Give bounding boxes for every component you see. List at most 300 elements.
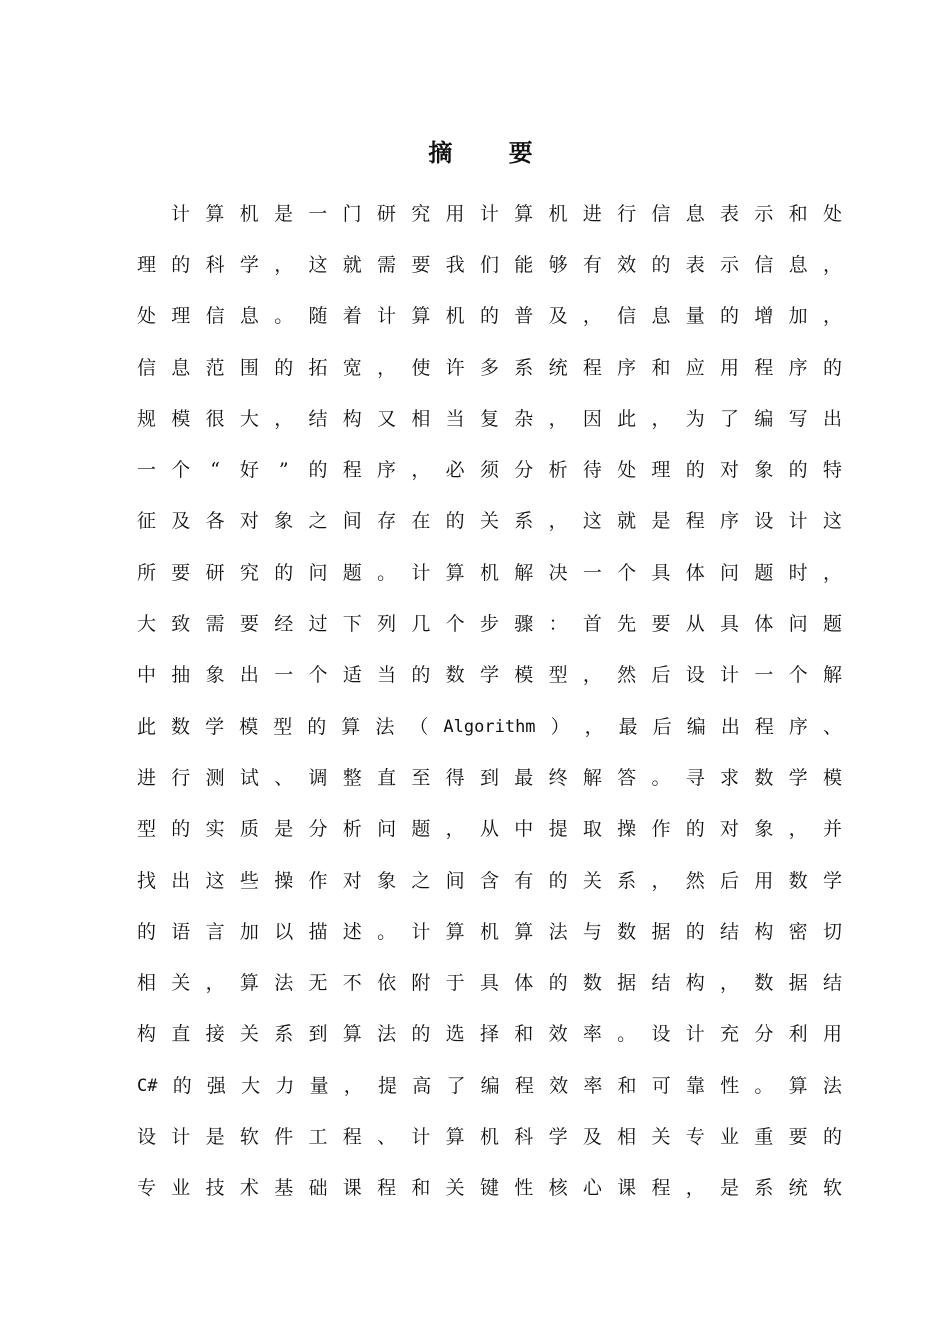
text-glyph: 增 (754, 305, 774, 328)
text-glyph: 的 (822, 356, 842, 379)
text-glyph: 设 (137, 1125, 157, 1148)
text-glyph: 编 (754, 407, 774, 430)
text-glyph: 率 (582, 1023, 602, 1046)
text-glyph: 程 (651, 1177, 671, 1200)
text-glyph: 算 (514, 920, 534, 943)
text-line (137, 701, 842, 752)
text-glyph: ， (720, 972, 740, 995)
text-glyph: 处 (822, 202, 842, 225)
text-glyph: 关 (445, 1177, 465, 1200)
text-glyph: 数 (754, 766, 774, 789)
text-glyph: 构 (685, 972, 705, 995)
text-glyph: 的 (788, 459, 808, 482)
text-glyph: 个 (788, 664, 808, 687)
text-glyph: 切 (822, 920, 842, 943)
text-glyph: 从 (685, 613, 705, 636)
text-glyph: 对 (342, 869, 362, 892)
text-glyph: 直 (171, 1023, 191, 1046)
text-glyph: ， (584, 715, 604, 738)
text-glyph: 很 (205, 407, 225, 430)
text-glyph: 密 (788, 920, 808, 943)
text-glyph: 设 (685, 664, 705, 687)
text-glyph: 和 (514, 1023, 534, 1046)
text-glyph: 键 (479, 1177, 499, 1200)
text-glyph: 学 (788, 766, 808, 789)
text-glyph: 结 (720, 920, 740, 943)
text-glyph: 拓 (308, 356, 328, 379)
text-glyph: 术 (239, 1177, 259, 1200)
text-glyph: 编 (480, 1074, 500, 1097)
text-glyph: 机 (239, 202, 259, 225)
text-glyph: 计 (171, 202, 191, 225)
text-glyph: 科 (205, 253, 225, 276)
text-glyph: 用 (445, 202, 465, 225)
text-glyph: 程 (514, 1074, 534, 1097)
text-glyph: 对 (720, 459, 740, 482)
text-glyph: “ (210, 459, 220, 482)
text-glyph: 依 (377, 972, 397, 995)
text-glyph: 计 (720, 664, 740, 687)
text-glyph: 件 (274, 1125, 294, 1148)
text-glyph: ， (788, 818, 808, 841)
text-glyph: 分 (514, 459, 534, 482)
text-glyph: 找 (137, 869, 157, 892)
text-glyph: 信 (754, 253, 774, 276)
text-glyph: 试 (239, 766, 259, 789)
text-glyph: 含 (479, 869, 499, 892)
text-glyph: 课 (617, 1177, 637, 1200)
text-glyph: 需 (205, 613, 225, 636)
text-glyph: 又 (377, 407, 397, 430)
text-glyph: 型 (137, 818, 157, 841)
text-glyph: 然 (617, 664, 637, 687)
text-glyph: 后 (720, 869, 740, 892)
text-line (137, 752, 842, 803)
text-glyph: ， (582, 305, 602, 328)
text-glyph: 的 (720, 305, 740, 328)
text-glyph: 计 (479, 202, 499, 225)
text-glyph: Algorithm (443, 716, 536, 737)
text-glyph: 法 (377, 1023, 397, 1046)
text-glyph: 业 (171, 1177, 191, 1200)
text-glyph: 出 (171, 869, 191, 892)
text-glyph: 量 (685, 305, 705, 328)
text-glyph: 效 (617, 253, 637, 276)
text-glyph: 数 (445, 664, 465, 687)
text-glyph: ） (550, 715, 570, 738)
text-glyph: 这 (582, 510, 602, 533)
text-glyph: 据 (788, 972, 808, 995)
text-glyph: 几 (411, 613, 431, 636)
text-glyph: 选 (445, 1023, 465, 1046)
text-glyph: 当 (445, 407, 465, 430)
text-glyph: 应 (685, 356, 705, 379)
text-glyph: 步 (479, 613, 499, 636)
text-glyph: ， (411, 459, 431, 482)
text-glyph: 。 (617, 1023, 637, 1046)
text-glyph: 数 (582, 972, 602, 995)
text-glyph: ， (377, 356, 397, 379)
text-glyph: 模 (171, 407, 191, 430)
text-glyph: 数 (754, 972, 774, 995)
text-glyph: 理 (651, 459, 671, 482)
text-glyph: 了 (446, 1074, 466, 1097)
text-glyph: 解 (822, 664, 842, 687)
text-glyph: 强 (206, 1074, 226, 1097)
text-glyph: 工 (308, 1125, 328, 1148)
text-glyph: 析 (548, 459, 568, 482)
text-glyph: 模 (239, 715, 259, 738)
text-line (137, 444, 842, 495)
text-glyph: 机 (479, 920, 499, 943)
text-glyph: 先 (617, 613, 637, 636)
text-glyph: 大 (239, 407, 259, 430)
text-glyph: 象 (377, 869, 397, 892)
text-glyph: 待 (582, 459, 602, 482)
text-glyph: 技 (205, 1177, 225, 1200)
text-glyph: 处 (137, 305, 157, 328)
text-glyph: 好 (239, 459, 259, 482)
text-glyph: 与 (582, 920, 602, 943)
text-glyph: 学 (479, 664, 499, 687)
text-glyph: 象 (205, 664, 225, 687)
text-glyph: 分 (308, 818, 328, 841)
text-glyph: 。 (274, 305, 294, 328)
text-glyph: 加 (239, 920, 259, 943)
text-glyph: 核 (548, 1177, 568, 1200)
text-glyph: 。 (651, 766, 671, 789)
text-glyph: 关 (479, 510, 499, 533)
text-glyph: 用 (754, 869, 774, 892)
text-glyph: 质 (239, 818, 259, 841)
text-glyph: 研 (376, 202, 396, 225)
text-glyph: 操 (274, 869, 294, 892)
text-glyph: 具 (651, 561, 671, 584)
text-line (137, 957, 842, 1008)
text-glyph: 关 (651, 1125, 671, 1148)
text-glyph: 需 (377, 253, 397, 276)
text-glyph: 一 (137, 459, 157, 482)
text-glyph: 础 (308, 1177, 328, 1200)
text-line (137, 855, 842, 906)
text-glyph: 算 (341, 715, 361, 738)
text-glyph: 下 (342, 613, 362, 636)
text-glyph: 科 (514, 1125, 534, 1148)
text-glyph: 程 (754, 715, 774, 738)
text-glyph: 和 (411, 1177, 431, 1200)
text-glyph: 程 (754, 356, 774, 379)
text-glyph: 及 (171, 510, 191, 533)
text-line (137, 547, 842, 598)
text-glyph: 系 (274, 1023, 294, 1046)
text-glyph: 首 (582, 613, 602, 636)
text-glyph: 和 (651, 356, 671, 379)
text-glyph: 作 (308, 869, 328, 892)
text-line (137, 1060, 842, 1111)
text-line (137, 291, 842, 342)
text-glyph: 体 (754, 613, 774, 636)
text-glyph: 统 (788, 1177, 808, 1200)
text-glyph: ， (343, 1074, 363, 1097)
text-glyph: 数 (617, 920, 637, 943)
text-glyph: 中 (514, 818, 534, 841)
text-glyph: 择 (479, 1023, 499, 1046)
text-glyph: 和 (617, 1074, 637, 1097)
text-glyph: 模 (822, 766, 842, 789)
text-glyph: 这 (205, 869, 225, 892)
text-glyph: 整 (342, 766, 362, 789)
text-glyph: 的 (685, 818, 705, 841)
text-glyph: ， (274, 407, 294, 430)
text-glyph: 中 (137, 664, 157, 687)
text-glyph: 为 (685, 407, 705, 430)
text-glyph: 关 (239, 1023, 259, 1046)
text-glyph: ” (278, 459, 289, 482)
text-glyph: 当 (377, 664, 397, 687)
text-glyph: 表 (685, 253, 705, 276)
text-glyph: 特 (822, 459, 842, 482)
text-glyph: 所 (137, 561, 157, 584)
text-glyph: 算 (411, 305, 431, 328)
text-glyph: 不 (342, 972, 362, 995)
text-glyph: 模 (514, 664, 534, 687)
text-glyph: 的 (411, 664, 431, 687)
text-glyph: 是 (205, 1125, 225, 1148)
text-glyph: 必 (445, 459, 465, 482)
text-glyph: 范 (205, 356, 225, 379)
text-glyph: 抽 (171, 664, 191, 687)
text-glyph: 量 (309, 1074, 329, 1097)
text-glyph: 系 (514, 510, 534, 533)
text-glyph: 的 (445, 510, 465, 533)
text-glyph: 、 (377, 1125, 397, 1148)
text-glyph: 利 (788, 1023, 808, 1046)
text-glyph: 信 (137, 356, 157, 379)
text-glyph: 算 (342, 1023, 362, 1046)
text-glyph: 过 (308, 613, 328, 636)
text-glyph: 对 (720, 818, 740, 841)
text-glyph: 大 (241, 1074, 261, 1097)
text-glyph: 题 (342, 561, 362, 584)
text-glyph: 相 (137, 972, 157, 995)
text-glyph: 用 (822, 1023, 842, 1046)
text-glyph: 究 (411, 202, 431, 225)
text-glyph: 个 (171, 459, 191, 482)
text-glyph: 出 (239, 664, 259, 687)
text-glyph: 分 (754, 1023, 774, 1046)
text-glyph: 算 (239, 972, 259, 995)
text-glyph: 着 (342, 305, 362, 328)
text-glyph: 列 (377, 613, 397, 636)
text-glyph: 的 (172, 1074, 192, 1097)
text-glyph: 一 (274, 664, 294, 687)
text-glyph: ， (822, 561, 842, 584)
text-glyph: 提 (548, 818, 568, 841)
text-glyph: 因 (582, 407, 602, 430)
text-glyph: 编 (686, 715, 706, 738)
text-glyph: 构 (342, 407, 362, 430)
text-line (137, 1163, 842, 1214)
text-glyph: 相 (617, 1125, 637, 1148)
text-glyph: 处 (617, 459, 637, 482)
text-glyph: 序 (788, 715, 808, 738)
text-glyph: 测 (205, 766, 225, 789)
text-glyph: 、 (274, 766, 294, 789)
text-glyph: 对 (239, 510, 259, 533)
text-glyph: 机 (479, 1125, 499, 1148)
text-glyph: 计 (171, 1125, 191, 1148)
text-glyph: 软 (239, 1125, 259, 1148)
text-glyph: 要 (239, 613, 259, 636)
text-glyph: 使 (411, 356, 431, 379)
text-glyph: 算 (205, 202, 225, 225)
text-glyph: 研 (205, 561, 225, 584)
text-glyph: 是 (273, 202, 293, 225)
text-glyph: 此 (617, 407, 637, 430)
text-glyph: 法 (548, 920, 568, 943)
text-glyph: 至 (411, 766, 431, 789)
text-glyph: 的 (548, 972, 568, 995)
text-glyph: 软 (822, 1177, 842, 1200)
text-glyph: 结 (308, 407, 328, 430)
text-glyph: 程 (582, 356, 602, 379)
text-glyph: 出 (822, 407, 842, 430)
text-glyph: 于 (445, 972, 465, 995)
text-glyph: 多 (479, 356, 499, 379)
text-glyph: 取 (582, 818, 602, 841)
text-glyph: 息 (788, 253, 808, 276)
text-glyph: 算 (445, 920, 465, 943)
text-glyph: 最 (618, 715, 638, 738)
text-glyph: 加 (788, 305, 808, 328)
text-glyph: 决 (548, 561, 568, 584)
text-glyph: 充 (720, 1023, 740, 1046)
text-glyph: 时 (788, 561, 808, 584)
text-glyph: 致 (171, 613, 191, 636)
text-glyph: 个 (308, 664, 328, 687)
text-glyph: 程 (685, 510, 705, 533)
text-glyph: 以 (274, 920, 294, 943)
text-glyph: ， (651, 407, 671, 430)
text-glyph: 个 (617, 561, 637, 584)
text-glyph: 寻 (685, 766, 705, 789)
text-glyph: 计 (685, 1023, 705, 1046)
text-glyph: 杂 (514, 407, 534, 430)
text-glyph: 间 (342, 510, 362, 533)
text-glyph: 法 (274, 972, 294, 995)
text-line (137, 496, 842, 547)
text-glyph: 到 (479, 766, 499, 789)
text-glyph: 程 (342, 1125, 362, 1148)
text-glyph: 在 (411, 510, 431, 533)
text-glyph: ， (445, 818, 465, 841)
text-line (137, 393, 842, 444)
text-glyph: 设 (754, 510, 774, 533)
text-glyph: 语 (171, 920, 191, 943)
text-glyph: 序 (377, 459, 397, 482)
text-glyph: 力 (275, 1074, 295, 1097)
text-line (137, 1111, 842, 1162)
text-glyph: 率 (583, 1074, 603, 1097)
text-glyph: 。 (377, 920, 397, 943)
text-glyph: 问 (308, 561, 328, 584)
text-glyph: 有 (514, 869, 534, 892)
text-glyph: 要 (171, 561, 191, 584)
text-line (137, 598, 842, 649)
text-glyph: 学 (822, 869, 842, 892)
text-glyph: 个 (445, 613, 465, 636)
text-glyph: 计 (377, 305, 397, 328)
text-glyph: 行 (617, 202, 637, 225)
text-glyph: 。 (754, 1074, 774, 1097)
text-glyph: 信 (651, 202, 671, 225)
text-glyph: 后 (651, 664, 671, 687)
text-glyph: 和 (788, 202, 808, 225)
text-glyph: 后 (652, 715, 672, 738)
text-glyph: 析 (342, 818, 362, 841)
text-glyph: 写 (788, 407, 808, 430)
text-glyph: ， (651, 869, 671, 892)
text-glyph: 象 (754, 459, 774, 482)
text-glyph: 须 (479, 459, 499, 482)
text-glyph: 言 (205, 920, 225, 943)
text-glyph: 数 (171, 715, 191, 738)
text-glyph: 出 (720, 715, 740, 738)
text-glyph: 计 (411, 1125, 431, 1148)
text-glyph: 的 (685, 459, 705, 482)
text-glyph: ， (548, 510, 568, 533)
text-glyph: 围 (239, 356, 259, 379)
text-glyph: 就 (342, 253, 362, 276)
text-glyph: 进 (582, 202, 602, 225)
text-glyph: 一 (308, 202, 328, 225)
text-glyph: 法 (822, 1074, 842, 1097)
text-glyph: 要 (411, 253, 431, 276)
text-glyph: 专 (685, 1125, 705, 1148)
text-glyph: 具 (720, 613, 740, 636)
text-glyph: 及 (582, 1125, 602, 1148)
text-glyph: 是 (651, 510, 671, 533)
text-glyph: 理 (137, 253, 157, 276)
text-glyph: 象 (274, 510, 294, 533)
text-glyph: 实 (205, 818, 225, 841)
text-glyph: 息 (651, 305, 671, 328)
text-line (137, 804, 842, 855)
text-glyph: 提 (378, 1074, 398, 1097)
text-glyph: 解 (514, 561, 534, 584)
text-glyph: ， (822, 253, 842, 276)
text-glyph: 据 (651, 920, 671, 943)
text-glyph: 然 (685, 869, 705, 892)
text-glyph: 系 (617, 869, 637, 892)
text-glyph: 的 (411, 1023, 431, 1046)
text-glyph: 骤 (514, 613, 534, 636)
text-glyph: 从 (479, 818, 499, 841)
text-glyph: 课 (342, 1177, 362, 1200)
text-glyph: 这 (308, 253, 328, 276)
text-glyph: 示 (754, 202, 774, 225)
text-glyph: 的 (479, 305, 499, 328)
text-glyph: 型 (273, 715, 293, 738)
text-glyph: 随 (308, 305, 328, 328)
text-glyph: 了 (720, 407, 740, 430)
text-glyph: 进 (137, 766, 157, 789)
text-glyph: 普 (514, 305, 534, 328)
text-glyph: 行 (171, 766, 191, 789)
text-line (137, 239, 842, 290)
text-glyph: 调 (308, 766, 328, 789)
text-glyph: 够 (548, 253, 568, 276)
